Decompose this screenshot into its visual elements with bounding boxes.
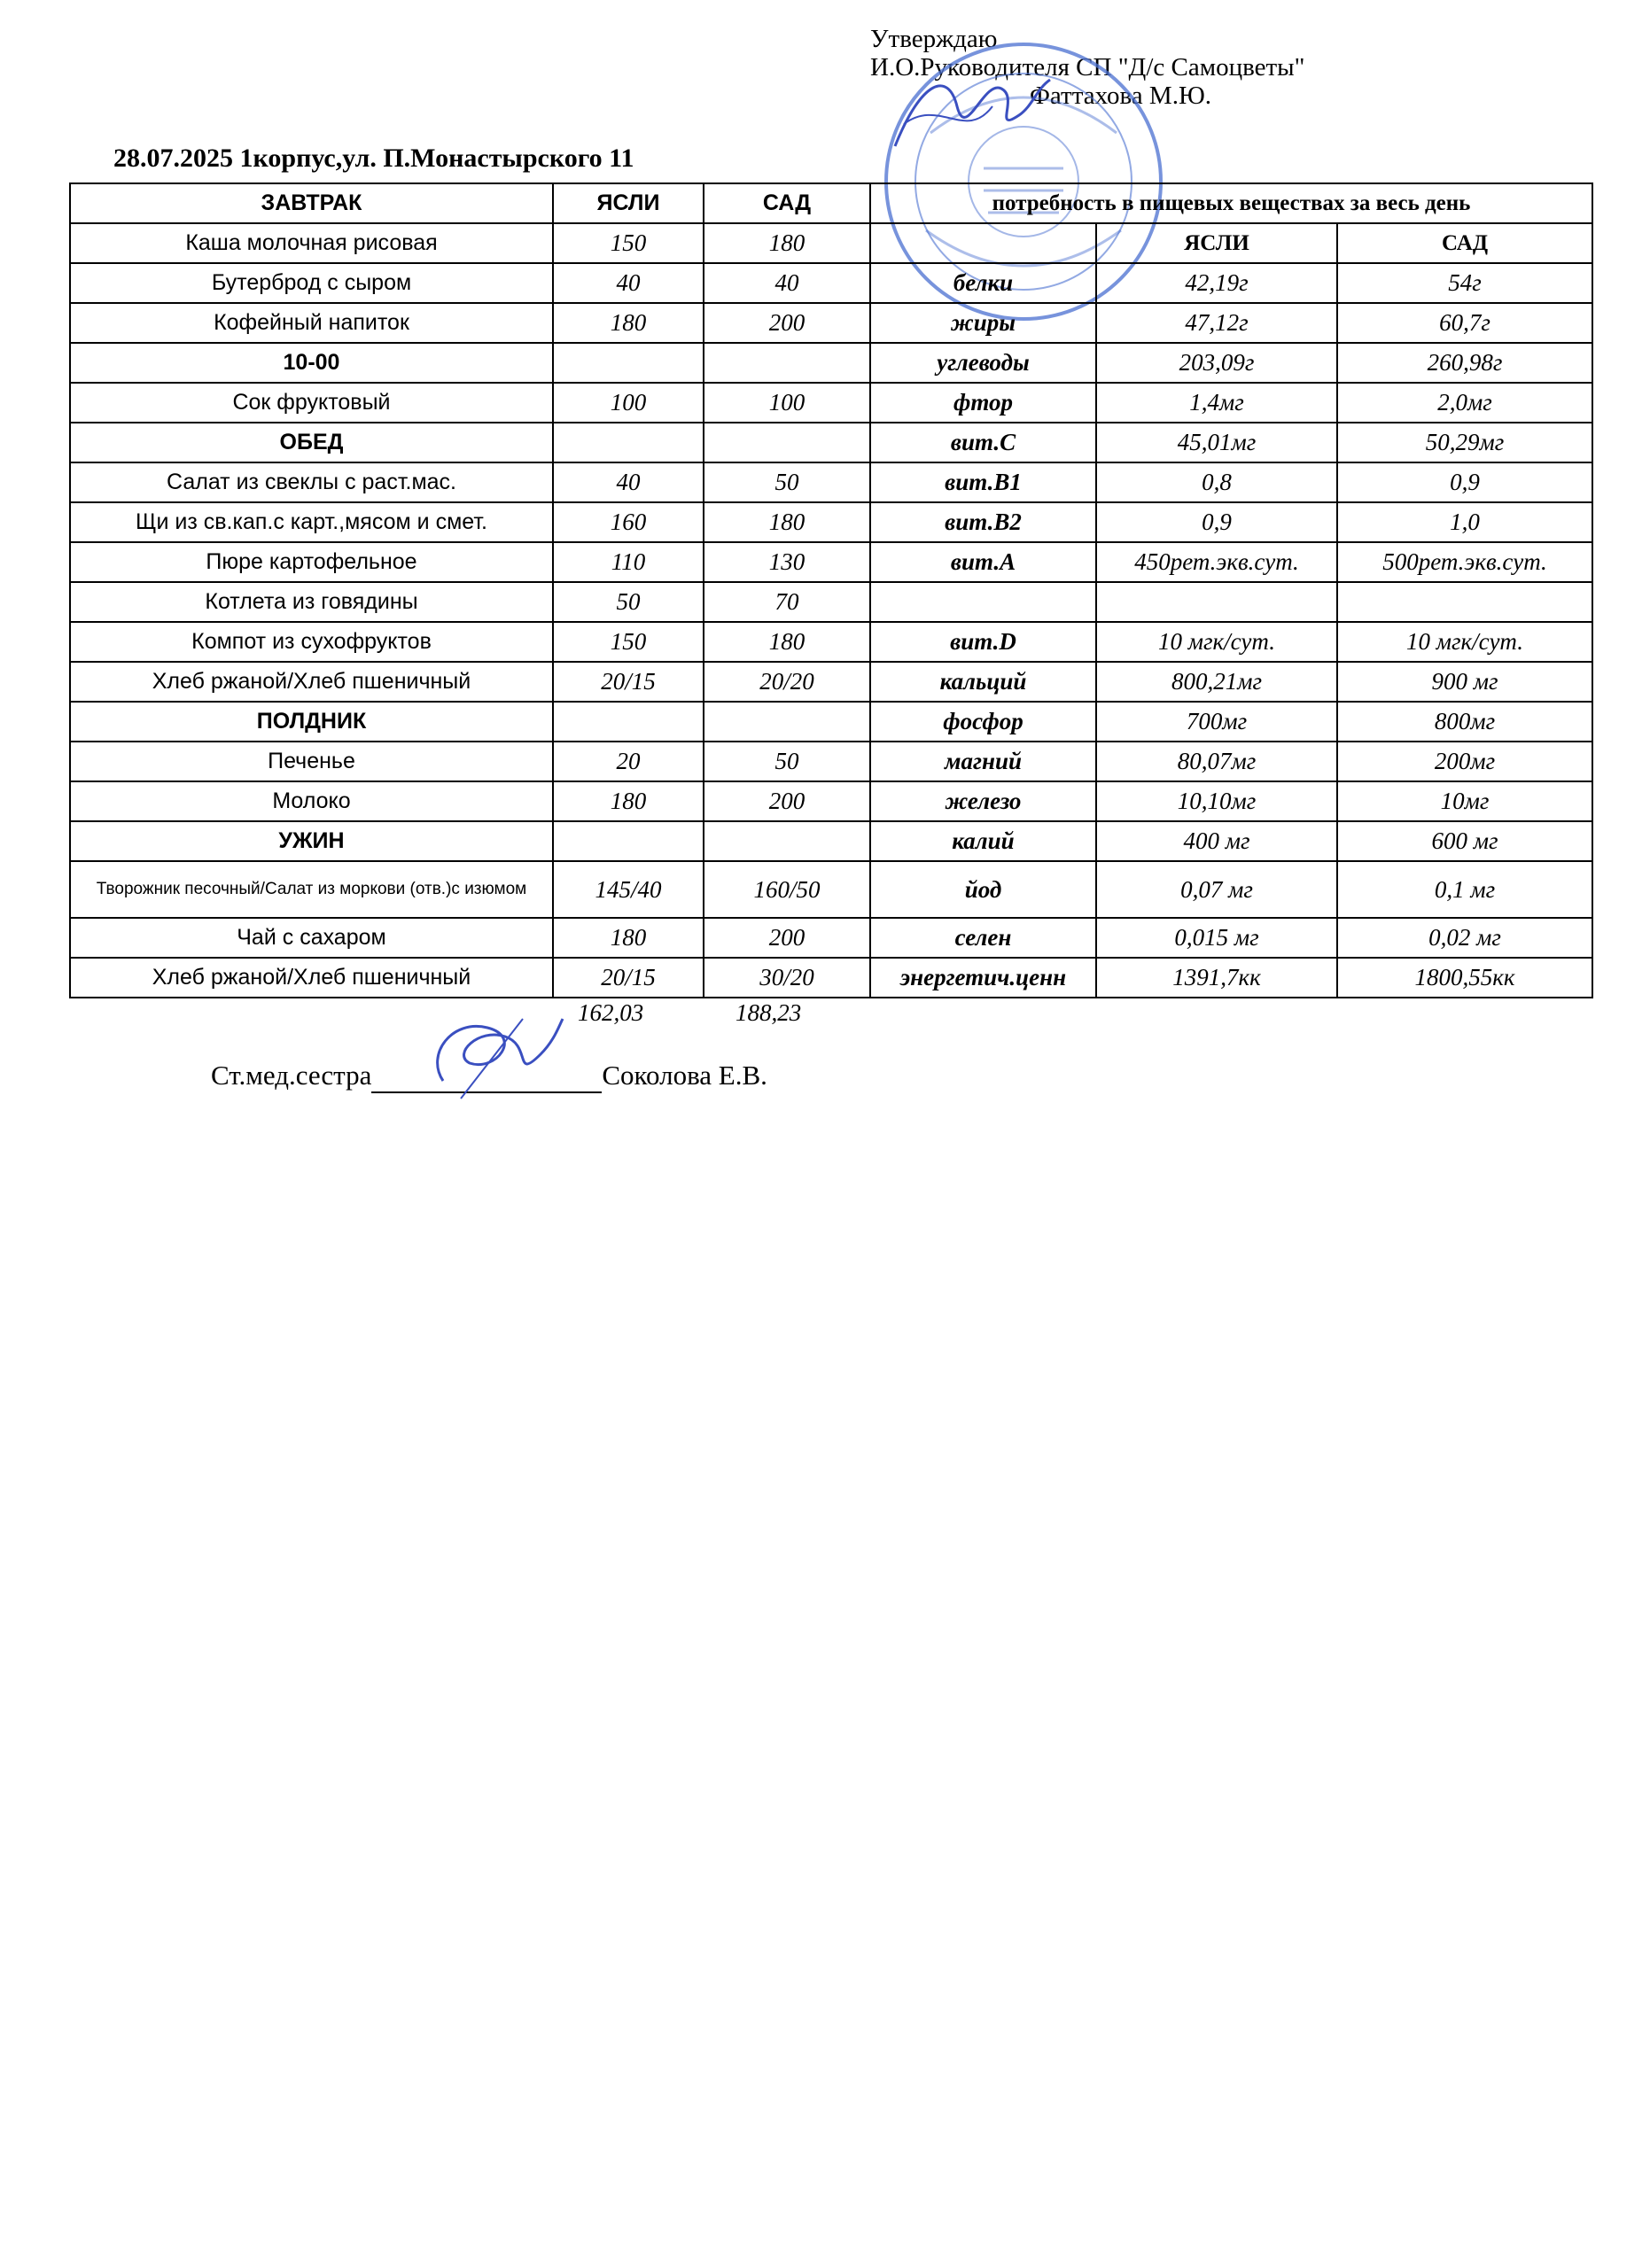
dish-name: Печенье: [70, 742, 553, 781]
nutrient-nursery: 700мг: [1096, 702, 1337, 742]
dish-name: Кофейный напиток: [70, 303, 553, 343]
nutrient-garden: 900 мг: [1337, 662, 1592, 702]
nutrient-nursery: 0,8: [1096, 462, 1337, 502]
empty-cell: [870, 223, 1096, 263]
table-row: [70, 542, 1592, 582]
nutrient-nursery: [1096, 582, 1337, 622]
garden-portion: 200: [704, 918, 870, 958]
garden-portion: 50: [704, 742, 870, 781]
table-row: [70, 958, 1592, 998]
signoff-role: Ст.мед.сестра: [211, 1060, 372, 1091]
nutrient-name: магний: [870, 742, 1096, 781]
meal-heading: ПОЛДНИК: [70, 702, 553, 742]
nutrient-nursery: 45,01мг: [1096, 423, 1337, 462]
approval-position: И.О.Руководителя СП "Д/с Самоцветы": [870, 53, 1305, 82]
dish-name: Чай с сахаром: [70, 918, 553, 958]
nutrient-nursery: 450рет.экв.сут.: [1096, 542, 1337, 582]
garden-portion: 180: [704, 502, 870, 542]
nutrient-garden: 500рет.экв.сут.: [1337, 542, 1592, 582]
nutrient-garden: 0,1 мг: [1337, 861, 1592, 918]
nursery-portion: [553, 702, 704, 742]
nutrient-garden: 1,0: [1337, 502, 1592, 542]
nursery-portion: 145/40: [553, 861, 704, 918]
garden-portion: 100: [704, 383, 870, 423]
nutrient-name: белки: [870, 263, 1096, 303]
nursery-portion: [553, 821, 704, 861]
nutrient-nursery: 203,09г: [1096, 343, 1337, 383]
nutrient-name: вит.С: [870, 423, 1096, 462]
dish-name: Пюре картофельное: [70, 542, 553, 582]
table-row: [70, 918, 1592, 958]
nutrient-name: кальций: [870, 662, 1096, 702]
nutrient-garden: [1337, 582, 1592, 622]
approval-title: Утверждаю: [870, 25, 998, 53]
garden-portion: 180: [704, 622, 870, 662]
nutrient-garden: 1800,55кк: [1337, 958, 1592, 998]
signoff-name: Соколова Е.В.: [602, 1060, 767, 1091]
table-row: [70, 781, 1592, 821]
table-row: [70, 263, 1592, 303]
page-heading: 28.07.2025 1корпус,ул. П.Монастырского 11: [113, 144, 634, 173]
nutrient-nursery: 10,10мг: [1096, 781, 1337, 821]
menu-table: [69, 183, 1593, 998]
garden-portion: [704, 343, 870, 383]
nutrient-garden: 0,02 мг: [1337, 918, 1592, 958]
meal-heading: ОБЕД: [70, 423, 553, 462]
nutrient-nursery: 0,07 мг: [1096, 861, 1337, 918]
nutrient-nursery: 47,12г: [1096, 303, 1337, 343]
table-row: [70, 303, 1592, 343]
garden-portion: 20/20: [704, 662, 870, 702]
nutrient-name: жиры: [870, 303, 1096, 343]
nutrient-nursery: 400 мг: [1096, 821, 1337, 861]
nutrient-nursery: 0,015 мг: [1096, 918, 1337, 958]
nutrient-nursery: 42,19г: [1096, 263, 1337, 303]
garden-portion: 160/50: [704, 861, 870, 918]
nutrient-garden: 0,9: [1337, 462, 1592, 502]
nutrient-garden: 10мг: [1337, 781, 1592, 821]
meal-heading: 10-00: [70, 343, 553, 383]
meal-heading: УЖИН: [70, 821, 553, 861]
nursery-portion: [553, 343, 704, 383]
garden-portion: [704, 821, 870, 861]
garden-portion: 200: [704, 781, 870, 821]
garden-portion: 180: [704, 223, 870, 263]
nursery-portion: 150: [553, 622, 704, 662]
nutrient-nursery: 0,9: [1096, 502, 1337, 542]
table-row: [70, 462, 1592, 502]
nutrient-name: вит.В2: [870, 502, 1096, 542]
garden-portion: 40: [704, 263, 870, 303]
signature-blank: [371, 1060, 602, 1093]
garden-portion: [704, 702, 870, 742]
table-row: [70, 662, 1592, 702]
table-row: [70, 383, 1592, 423]
table-row: [70, 223, 1592, 263]
header-garden: САД: [704, 183, 870, 223]
table-header-row: [70, 183, 1592, 223]
nutrient-nursery: 800,21мг: [1096, 662, 1337, 702]
needs-header-nursery: ЯСЛИ: [1096, 223, 1337, 263]
dish-name: Салат из свеклы с раст.мас.: [70, 462, 553, 502]
nutrient-nursery: 80,07мг: [1096, 742, 1337, 781]
nursery-portion: 20: [553, 742, 704, 781]
garden-portion: 50: [704, 462, 870, 502]
nursery-portion: 100: [553, 383, 704, 423]
dish-name: Щи из св.кап.с карт.,мясом и смет.: [70, 502, 553, 542]
nutrient-garden: 60,7г: [1337, 303, 1592, 343]
nursery-portion: 50: [553, 582, 704, 622]
table-row: [70, 423, 1592, 462]
nutrient-garden: 800мг: [1337, 702, 1592, 742]
table-row: [70, 821, 1592, 861]
needs-header: потребность в пищевых веществах за весь день: [870, 183, 1592, 223]
nutrient-name: фтор: [870, 383, 1096, 423]
nursery-portion: 40: [553, 263, 704, 303]
nutrient-name: йод: [870, 861, 1096, 918]
approval-block: [870, 25, 1304, 110]
nursery-portion: 180: [553, 303, 704, 343]
signoff-line: [211, 1060, 767, 1093]
nutrient-name: фосфор: [870, 702, 1096, 742]
nursery-portion: 180: [553, 918, 704, 958]
dish-name: Сок фруктовый: [70, 383, 553, 423]
nutrient-name: вит.D: [870, 622, 1096, 662]
needs-header-garden: САД: [1337, 223, 1592, 263]
menu-table-body: [70, 183, 1592, 998]
nursery-portion: 40: [553, 462, 704, 502]
nursery-portion: 20/15: [553, 958, 704, 998]
header-meal: ЗАВТРАК: [70, 183, 553, 223]
dish-name: Бутерброд с сыром: [70, 263, 553, 303]
nutrient-name: углеводы: [870, 343, 1096, 383]
nutrient-name: селен: [870, 918, 1096, 958]
nutrient-name: вит.В1: [870, 462, 1096, 502]
nutrient-name: вит.А: [870, 542, 1096, 582]
header-nursery: ЯСЛИ: [553, 183, 704, 223]
garden-portion: [704, 423, 870, 462]
total-garden: 188,23: [735, 999, 802, 1026]
nutrient-garden: 50,29мг: [1337, 423, 1592, 462]
nursery-portion: 160: [553, 502, 704, 542]
nutrient-garden: 260,98г: [1337, 343, 1592, 383]
dish-name: Хлеб ржаной/Хлеб пшеничный: [70, 662, 553, 702]
nursery-portion: [553, 423, 704, 462]
nutrient-garden: 200мг: [1337, 742, 1592, 781]
garden-portion: 70: [704, 582, 870, 622]
dish-name: Котлета из говядины: [70, 582, 553, 622]
dish-name: Хлеб ржаной/Хлеб пшеничный: [70, 958, 553, 998]
dish-name: Творожник песочный/Салат из моркови (отв.)с изюмом: [70, 861, 553, 918]
dish-name: Каша молочная рисовая: [70, 223, 553, 263]
table-row: [70, 742, 1592, 781]
table-row: [70, 702, 1592, 742]
garden-portion: 200: [704, 303, 870, 343]
garden-portion: 130: [704, 542, 870, 582]
nutrient-name: [870, 582, 1096, 622]
table-row: [70, 343, 1592, 383]
table-row: [70, 622, 1592, 662]
approval-name: Фаттахова М.Ю.: [1030, 82, 1212, 110]
dish-name: Молоко: [70, 781, 553, 821]
nursery-portion: 150: [553, 223, 704, 263]
nutrient-nursery: 1,4мг: [1096, 383, 1337, 423]
nursery-portion: 110: [553, 542, 704, 582]
nutrient-nursery: 10 мгк/сут.: [1096, 622, 1337, 662]
nursery-portion: 20/15: [553, 662, 704, 702]
nutrient-nursery: 1391,7кк: [1096, 958, 1337, 998]
nutrient-name: железо: [870, 781, 1096, 821]
nutrient-garden: 2,0мг: [1337, 383, 1592, 423]
table-row: [70, 582, 1592, 622]
nutrient-name: энергетич.ценн: [870, 958, 1096, 998]
nutrient-name: калий: [870, 821, 1096, 861]
total-nursery: 162,03: [578, 999, 644, 1026]
garden-portion: 30/20: [704, 958, 870, 998]
nutrient-garden: 54г: [1337, 263, 1592, 303]
table-row: [70, 861, 1592, 918]
nutrient-garden: 10 мгк/сут.: [1337, 622, 1592, 662]
nutrient-garden: 600 мг: [1337, 821, 1592, 861]
table-row: [70, 502, 1592, 542]
nursery-portion: 180: [553, 781, 704, 821]
dish-name: Компот из сухофруктов: [70, 622, 553, 662]
